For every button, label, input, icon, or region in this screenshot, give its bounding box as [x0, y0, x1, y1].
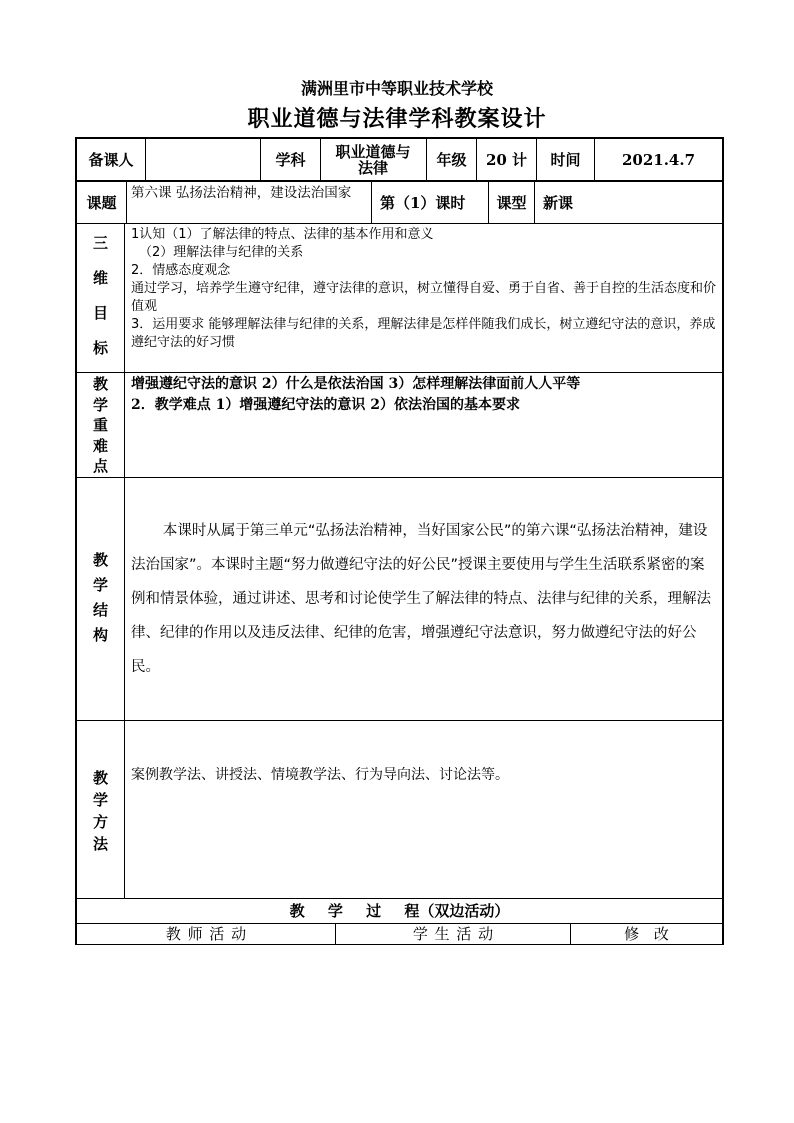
- structure-label: 教 学 结 构: [92, 551, 108, 644]
- school-name: 满洲里市中等职业技术学校: [300, 79, 493, 98]
- time-value: 2021.4.7: [621, 150, 696, 169]
- period-label: 第（1）课时: [380, 193, 466, 212]
- preparer-value: [146, 139, 260, 180]
- document-title: 职业道德与法律学科教案设计: [247, 106, 547, 132]
- methods-label: 教 学 方 法: [92, 769, 108, 853]
- type-value: 新课: [543, 193, 574, 212]
- process-title: 教 学 过 程（双边活动）: [289, 902, 510, 920]
- methods-content: 案例教学法、讲授法、情境教学法、行为导向法、讨论法等。: [131, 767, 509, 783]
- time-label: 时间: [550, 150, 581, 169]
- objectives-label: 三 维 目 标: [92, 234, 108, 357]
- col-teacher-activity: 教 师 活 动: [165, 925, 247, 943]
- col-student-activity: 学 生 活 动: [412, 925, 494, 943]
- col-revision: 修 改: [624, 925, 669, 943]
- subject-label: 学科: [275, 150, 306, 169]
- topic-value: 第六课 弘扬法治精神，建设法治国家: [131, 185, 352, 201]
- key-points-label: 教 学 重 难 点: [92, 375, 108, 475]
- grade-value: 20 计: [485, 150, 528, 169]
- key-points-content: 增强遵纪守法的意识 2）什么是依法治国 3）怎样理解法律面前人人平等 2．教学难点 1）增强遵纪守法的意识 2）依法治国的基本要求: [131, 376, 581, 413]
- grade-label: 年级: [436, 150, 467, 169]
- preparer-label: 备课人: [88, 150, 134, 169]
- structure-content: 本课时从属于第三单元“弘扬法治精神，当好国家公民”的第六课“弘扬法治精神，建设法治国家”。本课时主题“努力做遵纪守法的好公民”授课主要使用与学生生活联系紧密的案例和情景体验，通过讲述、思考和讨论使学生了解法律的特点、法律与纪律的关系，理解法律、纪律的作用以及违反法律、纪律的危害，增强遵纪守法意识，努力做遵纪守法的好公民。: [131, 523, 711, 675]
- topic-label: 课题: [86, 193, 117, 212]
- objectives-content: 1认知（1）了解法律的特点、法律的基本作用和意义 （2）理解法律与纪律的关系 2．情感态度观念 通过学习，培养学生遵守纪律，遵守法律的意识，树立懂得自爱、勇于自省、善于自控的生活态度和价值观 3．运用要求 能够理解法律与纪律的关系，理解法律是怎样伴随我们成长，树立遵纪守法的意识，养成遵纪守法的好习惯: [131, 227, 717, 350]
- subject-value: 职业道德与法律: [335, 142, 411, 177]
- type-label: 课型: [496, 193, 527, 212]
